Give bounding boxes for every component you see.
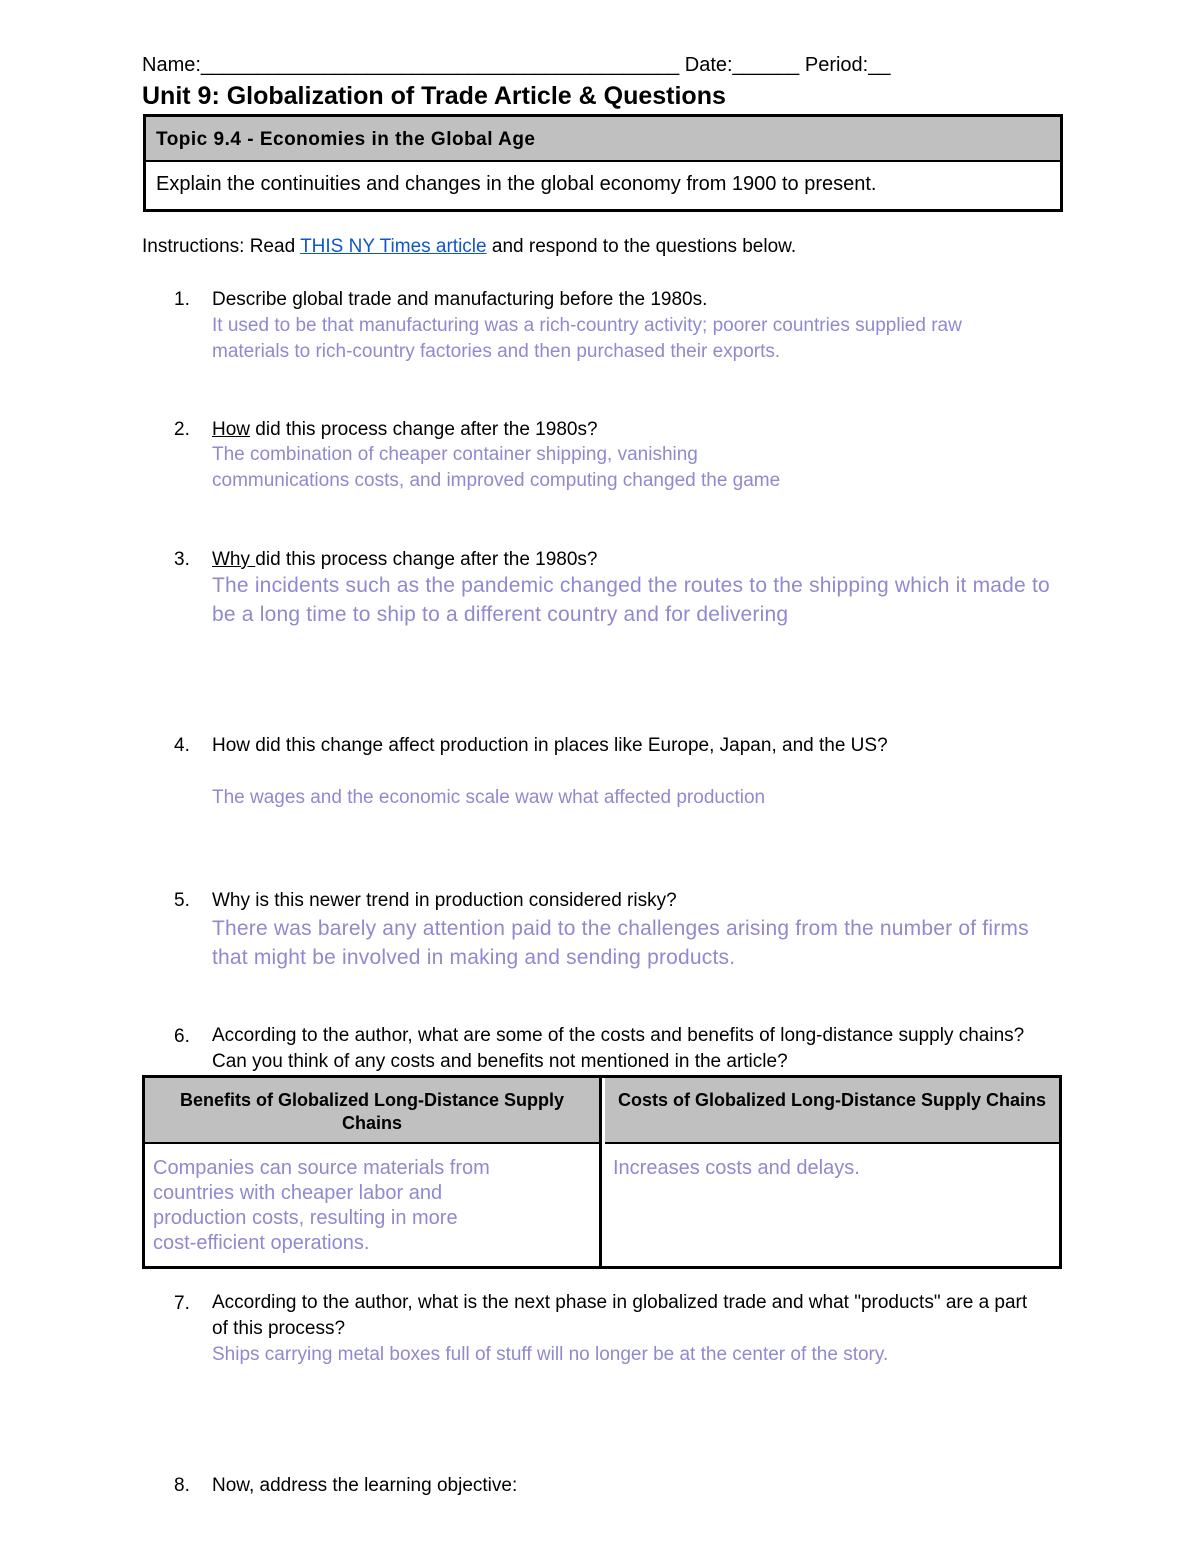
question-8-text: Now, address the learning objective: — [212, 1475, 518, 1496]
question-3-answer — [212, 571, 1062, 629]
question-line: According to the author, what are some of the costs and benefits of long-distance supply chains? — [212, 1025, 1025, 1046]
question-number: 5. — [174, 890, 190, 911]
question-number: 6. — [174, 1026, 190, 1047]
question-2-rest: did this process change after the 1980s? — [250, 419, 598, 440]
topic-box — [143, 114, 1063, 212]
answer-line: There was barely any attention paid to the challenges arising from the number of firms — [212, 917, 1029, 940]
cell-line: Increases costs and delays. — [613, 1157, 860, 1179]
question-number: 1. — [174, 289, 190, 310]
answer-line: that might be involved in making and sending products. — [212, 946, 736, 969]
article-link[interactable]: THIS NY Times article — [300, 236, 487, 257]
question-line: Can you think of any costs and benefits not mentioned in the article? — [212, 1051, 788, 1072]
question-number: 4. — [174, 735, 190, 756]
question-number: 2. — [174, 419, 190, 440]
question-2-keyword: How — [212, 419, 251, 440]
question-number: 3. — [174, 549, 190, 570]
question-7-answer — [212, 1342, 1057, 1368]
question-line: According to the author, what is the next phase in globalized trade and what "products" are a part — [212, 1292, 1028, 1313]
benefits-cell[interactable] — [145, 1144, 602, 1266]
answer-line: The combination of cheaper container shipping, vanishing — [212, 444, 698, 465]
question-4-text: How did this change affect production in places like Europe, Japan, and the US? — [212, 735, 888, 756]
question-3-rest: did this process change after the 1980s? — [255, 549, 598, 570]
learning-objective: Explain the continuities and changes in the global economy from 1900 to present. — [156, 173, 877, 195]
question-2-answer — [212, 442, 1057, 494]
costs-cell[interactable] — [605, 1144, 1059, 1266]
question-1-text: Describe global trade and manufacturing before the 1980s. — [212, 289, 708, 310]
question-7-text — [212, 1290, 1062, 1342]
name-date-period-line: Name:___________________________________________ Date:______ Period:__ — [142, 54, 891, 76]
costs-column-header: Costs of Globalized Long-Distance Supply Chains — [605, 1078, 1059, 1144]
answer-line: materials to rich-country factories and then purchased their exports. — [212, 341, 781, 362]
question-2-text — [212, 417, 1062, 443]
cell-line: Companies can source materials from — [153, 1157, 490, 1179]
topic-heading: Topic 9.4 - Economies in the Global Age — [146, 117, 1060, 162]
answer-line: Ships carrying metal boxes full of stuff will no longer be at the center of the story. — [212, 1344, 889, 1365]
question-5-text: Why is this newer trend in production considered risky? — [212, 890, 677, 911]
cell-line: cost-efficient operations. — [153, 1232, 370, 1254]
cell-line: countries with cheaper labor and — [153, 1182, 443, 1204]
cell-line: production costs, resulting in more — [153, 1207, 458, 1229]
answer-line: The incidents such as the pandemic changed the routes to the shipping which it made to — [212, 574, 1050, 597]
question-number: 7. — [174, 1293, 190, 1314]
benefits-column-header: Benefits of Globalized Long-Distance Supply Chains — [145, 1078, 602, 1144]
answer-line: be a long time to ship to a different country and for delivering — [212, 603, 789, 626]
question-6-text — [212, 1023, 1062, 1075]
instructions-suffix: and respond to the questions below. — [486, 236, 797, 257]
answer-line: communications costs, and improved computing changed the game — [212, 470, 781, 491]
question-4-answer — [212, 785, 1057, 811]
supply-chain-table — [142, 1075, 1062, 1269]
question-3-keyword: Why — [212, 549, 256, 570]
question-line: of this process? — [212, 1318, 346, 1339]
page-title: Unit 9: Globalization of Trade Article & Questions — [142, 82, 726, 110]
question-1-answer — [212, 313, 1057, 365]
instructions-prefix: Instructions: Read — [142, 236, 301, 257]
answer-line: It used to be that manufacturing was a rich-country activity; poorer countries supplied raw — [212, 315, 962, 336]
question-3-text — [212, 547, 1062, 573]
answer-line: The wages and the economic scale waw what affected production — [212, 787, 766, 808]
question-number: 8. — [174, 1475, 190, 1496]
instructions — [142, 236, 796, 258]
question-5-answer — [212, 914, 1062, 972]
